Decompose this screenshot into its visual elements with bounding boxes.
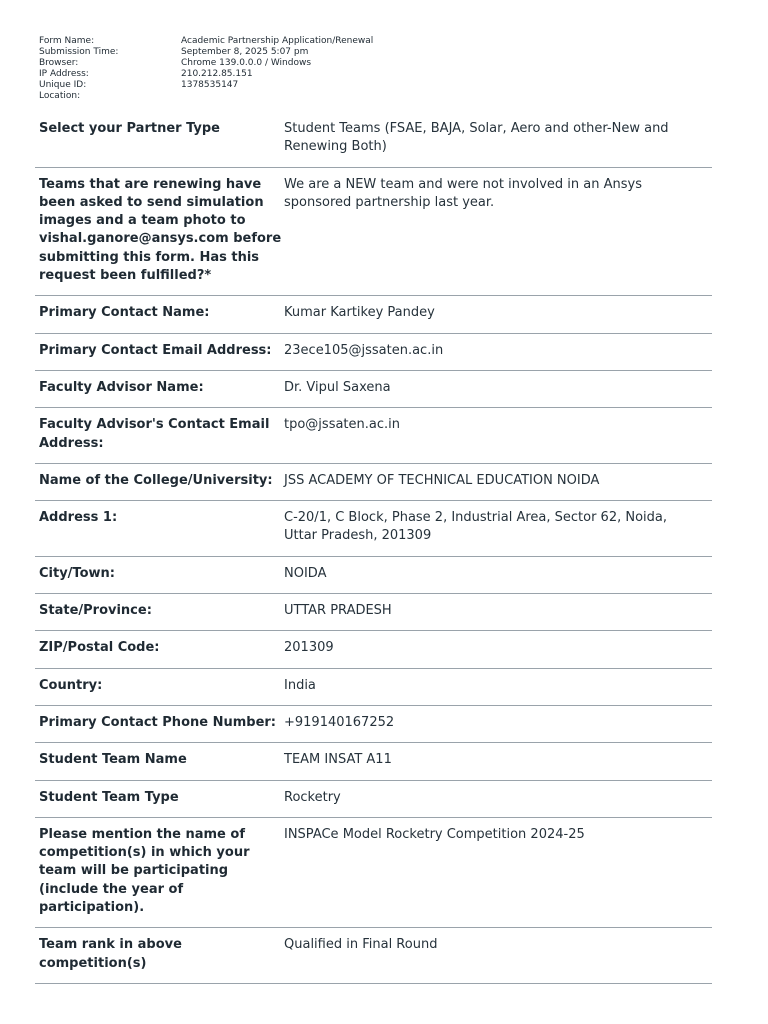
form-row-team-type	[35, 781, 712, 818]
field-label: Faculty Advisor's Contact Email Address:	[39, 417, 270, 451]
field-value: TEAM INSAT A11	[284, 752, 392, 768]
field-label: Select your Partner Type	[39, 121, 221, 136]
meta-label: Form Name:	[39, 36, 95, 46]
form-row-city	[35, 557, 712, 594]
field-value: Rocketry	[284, 789, 341, 805]
meta-label: Browser:	[39, 58, 79, 68]
form-row-team-name	[35, 743, 712, 780]
form-row-college	[35, 464, 712, 501]
meta-value: 210.212.85.151	[181, 69, 253, 79]
form-row-partner-type	[35, 112, 712, 168]
field-value: 201309	[284, 640, 334, 656]
field-label: City/Town:	[39, 565, 115, 581]
field-label: ZIP/Postal Code:	[39, 640, 160, 656]
field-label: Name of the College/University:	[39, 472, 273, 488]
meta-row-browser	[39, 58, 373, 69]
meta-label: Location:	[39, 91, 81, 101]
form-row-phone	[35, 706, 712, 743]
field-label: Address 1:	[39, 510, 118, 526]
field-value: INSPACe Model Rocketry Competition 2024-25	[284, 826, 585, 842]
submission-meta	[39, 36, 373, 102]
meta-value: Academic Partnership Application/Renewal	[181, 36, 374, 46]
meta-label: Submission Time:	[39, 47, 119, 57]
field-value: Qualified in Final Round	[284, 937, 438, 953]
form-row-competitions	[35, 818, 712, 928]
meta-row-unique-id	[39, 80, 373, 91]
field-label: Team rank in above competition(s)	[39, 937, 182, 971]
field-label: Primary Contact Email Address:	[39, 342, 272, 358]
field-value: C-20/1, C Block, Phase 2, Industrial Area, Sector 62, Noida, Uttar Pradesh, 201309	[284, 510, 667, 544]
meta-row-ip-address	[39, 69, 373, 80]
field-value: We are a NEW team and were not involved in an Ansys sponsored partnership last year.	[284, 176, 642, 210]
field-label: State/Province:	[39, 603, 152, 619]
meta-value: Chrome 139.0.0.0 / Windows	[181, 58, 312, 68]
field-label: Primary Contact Name:	[39, 305, 210, 321]
field-label: Country:	[39, 677, 103, 693]
field-label: Teams that are renewing have been asked to send simulation images and a team photo to vishal.ganore@ansys.com before submitting this form. Has this request been fulfilled?*	[39, 176, 282, 284]
field-value: Student Teams (FSAE, BAJA, Solar, Aero and other-New and Renewing Both)	[284, 121, 669, 155]
field-value: Kumar Kartikey Pandey	[284, 305, 435, 321]
meta-value: September 8, 2025 5:07 pm	[181, 47, 309, 57]
meta-label: Unique ID:	[39, 80, 87, 90]
field-label: Please mention the name of competition(s) in which your team will be participating (include the year of participation).	[39, 826, 250, 916]
form-entries-table	[35, 112, 712, 984]
form-row-zip	[35, 631, 712, 668]
field-value: India	[284, 677, 316, 693]
form-row-primary-contact-name	[35, 296, 712, 333]
field-value: JSS ACADEMY OF TECHNICAL EDUCATION NOIDA	[284, 472, 600, 488]
form-row-faculty-advisor-email	[35, 408, 712, 464]
form-row-faculty-advisor-name	[35, 371, 712, 408]
form-row-state	[35, 594, 712, 631]
meta-value: 1378535147	[181, 80, 239, 90]
form-row-team-rank	[35, 928, 712, 984]
field-value: 23ece105@jssaten.ac.in	[284, 342, 444, 358]
meta-row-form-name	[39, 36, 373, 47]
field-label: Student Team Type	[39, 789, 179, 805]
field-label: Student Team Name	[39, 752, 187, 768]
form-row-primary-contact-email	[35, 334, 712, 371]
field-value: UTTAR PRADESH	[284, 603, 392, 619]
form-row-country	[35, 669, 712, 706]
field-value: tpo@jssaten.ac.in	[284, 417, 400, 433]
field-label: Primary Contact Phone Number:	[39, 714, 277, 730]
field-value: NOIDA	[284, 565, 327, 581]
meta-label: IP Address:	[39, 69, 89, 79]
field-value: +919140167252	[284, 714, 395, 730]
meta-row-location	[39, 91, 373, 102]
form-row-renewal-request	[35, 168, 712, 297]
field-value: Dr. Vipul Saxena	[284, 379, 391, 395]
meta-row-submission-time	[39, 47, 373, 58]
form-row-address	[35, 501, 712, 557]
field-label: Faculty Advisor Name:	[39, 379, 204, 395]
